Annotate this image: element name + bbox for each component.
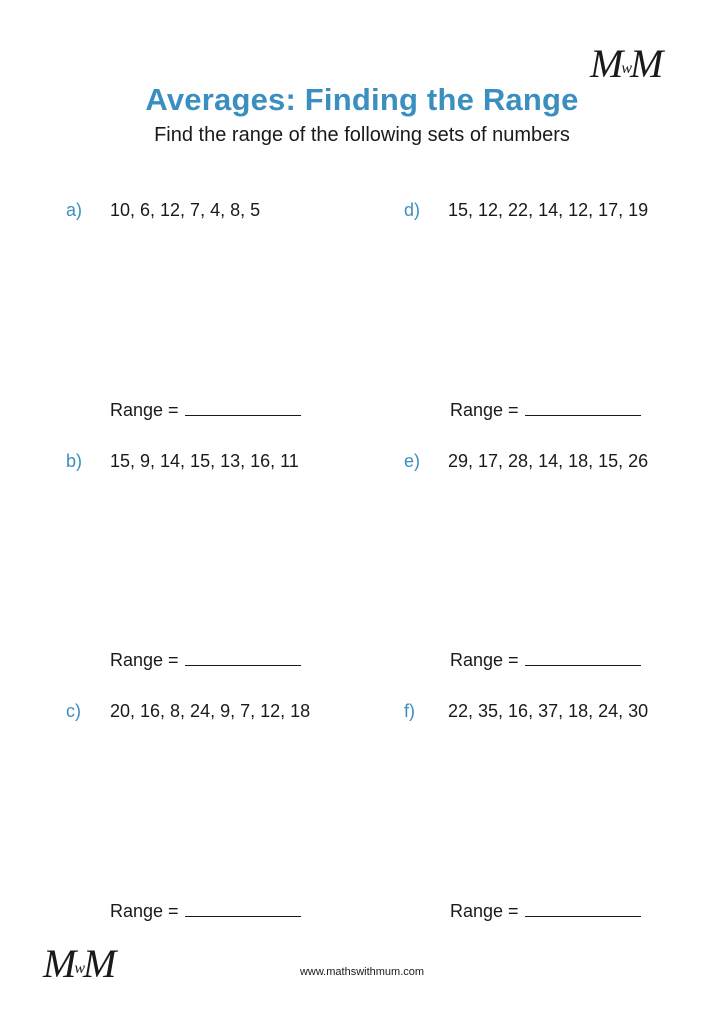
logo: MwM bbox=[590, 41, 664, 86]
answer-line[interactable] bbox=[525, 902, 641, 917]
number-set: 22, 35, 16, 37, 18, 24, 30 bbox=[448, 701, 649, 721]
question-letter: b) bbox=[66, 451, 83, 471]
range-label: Range = bbox=[110, 901, 179, 921]
question-letter: c) bbox=[66, 701, 81, 721]
answer-line[interactable] bbox=[185, 902, 301, 917]
answer-line[interactable] bbox=[525, 401, 641, 416]
range-label: Range = bbox=[450, 400, 519, 420]
range-label: Range = bbox=[110, 400, 179, 420]
range-label: Range = bbox=[450, 901, 519, 921]
question-letter: e) bbox=[404, 451, 421, 471]
number-set: 29, 17, 28, 14, 18, 15, 26 bbox=[448, 451, 649, 471]
number-set: 10, 6, 12, 7, 4, 8, 5 bbox=[110, 200, 261, 220]
answer-line[interactable] bbox=[185, 651, 301, 666]
answer-line[interactable] bbox=[525, 651, 641, 666]
number-set: 20, 16, 8, 24, 9, 7, 12, 18 bbox=[110, 701, 311, 721]
number-set: 15, 9, 14, 15, 13, 16, 11 bbox=[110, 451, 299, 471]
range-answer-d bbox=[450, 400, 641, 421]
range-answer-f bbox=[450, 901, 641, 922]
range-answer-e bbox=[450, 650, 641, 671]
number-set: 15, 12, 22, 14, 12, 17, 19 bbox=[448, 200, 649, 220]
range-answer-c bbox=[110, 901, 301, 922]
footer-url[interactable]: www.mathswithmum.com bbox=[299, 966, 425, 978]
range-answer-b bbox=[110, 650, 301, 671]
page-title: Averages: Finding the Range bbox=[145, 82, 579, 117]
answer-line[interactable] bbox=[185, 401, 301, 416]
range-label: Range = bbox=[450, 650, 519, 670]
question-letter: d) bbox=[404, 200, 421, 220]
range-label: Range = bbox=[110, 650, 179, 670]
page-subtitle: Find the range of the following sets of numbers bbox=[154, 124, 570, 146]
question-letter: a) bbox=[66, 200, 83, 220]
logo: MwM bbox=[43, 941, 117, 986]
range-answer-a bbox=[110, 400, 301, 421]
question-letter: f) bbox=[404, 701, 415, 721]
